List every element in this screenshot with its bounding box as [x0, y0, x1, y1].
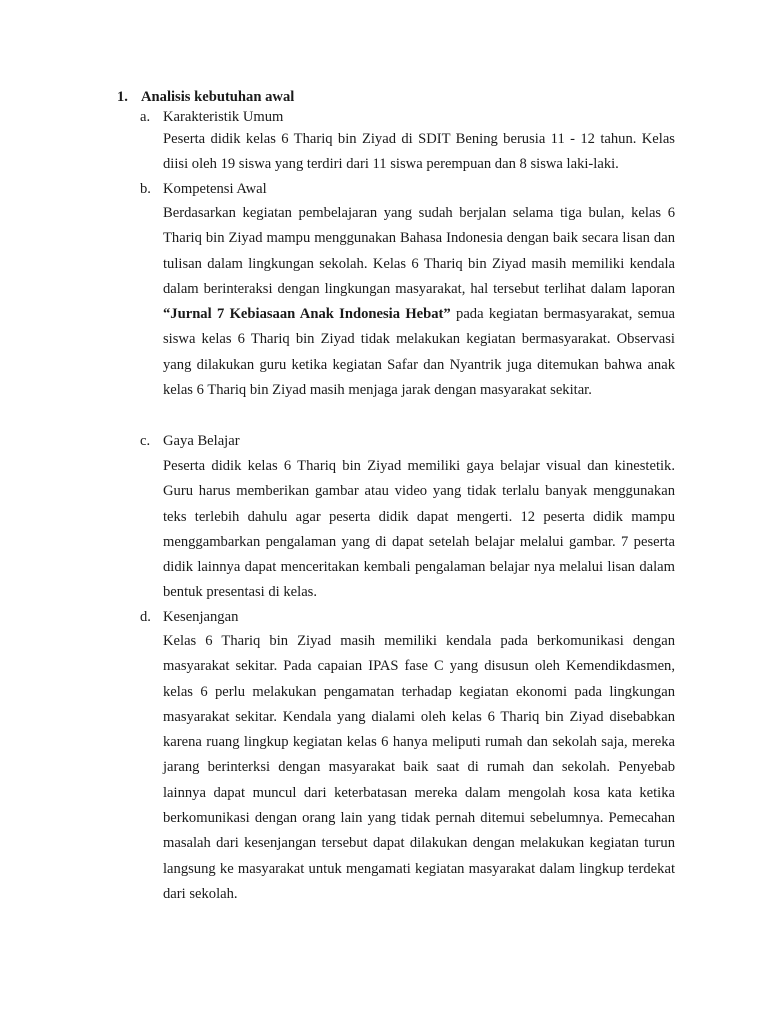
section-title: Analisis kebutuhan awal	[141, 89, 295, 105]
subsection-letter: b.	[140, 181, 151, 197]
paragraph-text: pada kegiatan bermasyarakat, semua siswa kelas 6 Thariq bin Ziyad tidak melakukan kegiatan bermasyarakat. Observasi yang dilakukan guru ketika kegiatan Safar dan Nyantrik juga ditemukan bahwa anak kelas 6 Thariq bin Ziyad masih menjaga jarak dengan masyarakat sekitar.	[163, 306, 675, 399]
subsection-heading-kesenjangan	[140, 607, 238, 627]
subsection-letter: d.	[140, 609, 151, 625]
subsection-heading-karakteristik	[140, 107, 283, 127]
subsection-title: Kompetensi Awal	[163, 181, 267, 197]
paragraph-kompetensi	[163, 201, 675, 403]
paragraph-kesenjangan: Kelas 6 Thariq bin Ziyad masih memiliki kendala pada berkomunikasi dengan masyarakat sekitar. Pada capaian IPAS fase C yang disusun oleh Kemendikdasmen, kelas 6 perlu melakukan pengamatan terhadap kegiatan ekonomi pada lingkungan masyarakat sekitar. Kendala yang dialami oleh kelas 6 Thariq bin Ziyad disebabkan karena ruang lingkup kegiatan kelas 6 hanya meliputi rumah dan sekolah saja, mereka jarang berinterksi dengan masyarakat baik saat di rumah dan sekolah. Penyebab lainnya dapat muncul dari keterbatasan mereka dalam mengolah kosa kata ketika berkomunikasi dengan orang lain yang tidak pernah ditemui sebelumnya. Pemecahan masalah dari kesenjangan tersebut dapat dilakukan dengan melakukan kegiatan turun langsung ke masyarakat untuk mengamati kegiatan masyarakat dalam lingkup terdekat dari sekolah.	[163, 633, 675, 902]
subsection-title: Kesenjangan	[163, 609, 239, 625]
paragraph-karakteristik: Peserta didik kelas 6 Thariq bin Ziyad di SDIT Bening berusia 11 - 12 tahun. Kelas diisi oleh 19 siswa yang terdiri dari 11 siswa perempuan dan 8 siswa laki-laki.	[163, 131, 675, 173]
subsection-letter: a.	[140, 109, 151, 125]
subsection-letter: c.	[140, 433, 151, 449]
section-heading	[117, 87, 294, 107]
subsection-heading-gaya-belajar	[140, 431, 240, 451]
section-number: 1.	[117, 89, 128, 105]
report-title-bold: “Jurnal 7 Kebiasaan Anak Indonesia Hebat”	[163, 306, 451, 323]
paragraph-text: Berdasarkan kegiatan pembelajaran yang sudah berjalan selama tiga bulan, kelas 6 Thariq bin Ziyad mampu menggunakan Bahasa Indonesia dengan baik secara lisan dan tulisan dalam lingkungan sekolah. Kelas 6 Thariq bin Ziyad masih memiliki kendala dalam berinteraksi dengan lingkungan masyarakat, hal tersebut terlihat dalam laporan	[163, 205, 675, 297]
paragraph-gaya-belajar: Peserta didik kelas 6 Thariq bin Ziyad memiliki gaya belajar visual dan kinestetik. Guru harus memberikan gambar atau video yang tidak terlalu banyak menggunakan teks terlebih dahulu agar peserta didik dapat mengerti. 12 peserta didik mampu menggambarkan pengalaman yang di dapat setelah belajar melalui gambar. 7 peserta didik lainnya dapat menceritakan kembali pengalaman belajar nya melalui lisan dalam bentuk presentasi di kelas.	[163, 458, 675, 601]
subsection-title: Karakteristik Umum	[163, 109, 284, 125]
subsection-title: Gaya Belajar	[163, 433, 240, 449]
subsection-heading-kompetensi	[140, 179, 267, 199]
